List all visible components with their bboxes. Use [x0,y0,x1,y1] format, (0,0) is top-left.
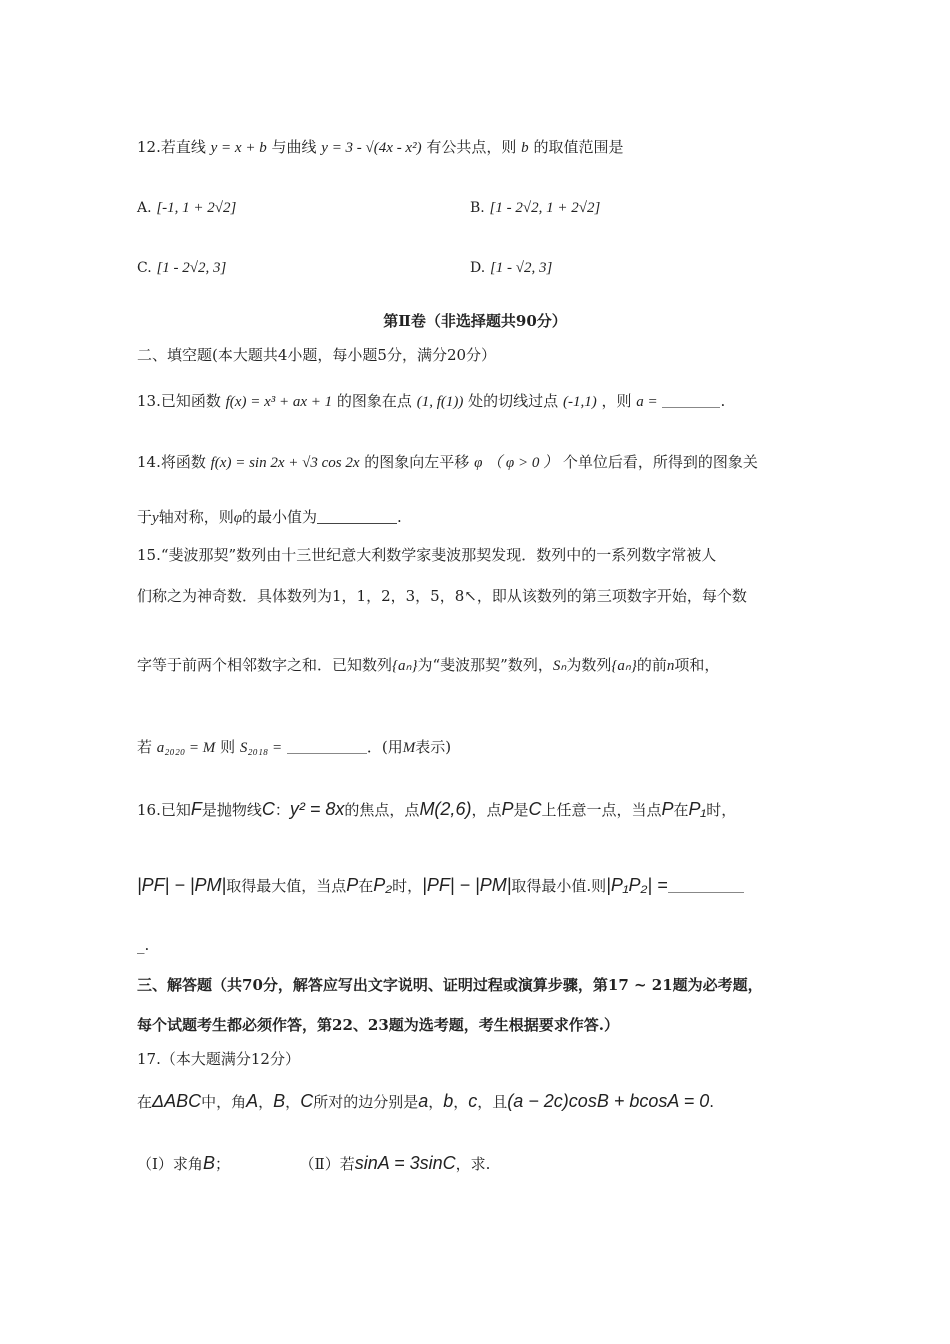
q14-text: 个单位后看，所得到的图象关 [562,453,758,471]
q12-suffix-b: 的取值范围是 [533,138,624,156]
q16-M: M(2,6) [419,799,472,819]
q15-sequence: {aₙ} [392,658,418,674]
q14-line2 [137,508,402,529]
q13-text: 处的切线过点 [468,392,559,410]
q15-n: n [666,658,675,674]
q16-expression: |P₁P₂| = [606,875,668,895]
q15-text: 的前 [636,656,667,674]
answer-blank[interactable] [662,393,720,408]
q16-parabola: y² = 8x [289,799,345,819]
q13-text: 的图象在点 [336,392,412,410]
q16-expression: |PF| − |PM| [137,875,227,895]
q16-line1 [137,798,736,821]
section3-line2: 每个试题考生都必须作答，第22、23题为选考题，考生根据要求作答.） [137,1016,619,1034]
q12-line-equation: y = x + b [210,140,267,156]
q17-triangle: ΔABC [152,1091,202,1111]
q13-end: . [720,392,726,410]
q14-phi: φ [233,510,243,526]
q15-text: 表示) [415,738,452,756]
q17-text: 中，角 [201,1093,247,1111]
q16-text: 时， [392,877,423,895]
answer-blank[interactable] [317,509,397,524]
q17-c: c [468,1091,478,1111]
q13-point2: (-1,1) [562,394,597,410]
q15-sum: Sₙ [552,658,567,674]
q16-text: 取得最大值，当点 [226,877,347,895]
q12-suffix-a: 有公共点，则 [426,138,517,156]
q16-text: ，点 [471,801,502,819]
q12-option-d [470,258,552,279]
q16-F: F [190,799,202,819]
q16-text: 在 [673,801,689,819]
option-value: [-1, 1 + 2√2] [156,200,237,216]
q16-end: _. [137,936,150,954]
q16-text: 取得最小值.则 [511,877,607,895]
q17-text: 在 [137,1093,153,1111]
q17-C: C [300,1091,314,1111]
q12-prefix: 12.若直线 [137,138,206,156]
q17-stem [137,1090,714,1113]
q15-text: 则 [220,738,236,756]
q15-text: 字等于前两个相邻数字之和．已知数列 [137,656,393,674]
q12-curve-equation: y = 3 - √(4x - x²) [321,140,422,156]
q17-part2: （Ⅱ）若 [299,1155,355,1173]
q17-part1-var: B [202,1153,215,1173]
q13-var: a = [636,394,658,410]
option-label: A. [137,200,152,216]
q16-P: P [661,799,674,819]
q14-prefix: 14.将函数 [137,453,206,471]
option-label: B. [470,200,485,216]
option-label: C. [137,260,152,276]
q15-sum-expression: S₂₀₁₈ = [239,740,283,756]
answer-blank[interactable] [287,739,367,754]
q17-title: 17.（本大题满分12分） [137,1050,300,1068]
section3-line1: 三、解答题（共70分，解答应写出文字说明、证明过程或演算步骤，第17 ~ 21题为必考题， [137,976,763,994]
q14-text: 于 [137,508,153,526]
q15-sequence: {aₙ} [611,658,637,674]
option-value: [1 - 2√2, 3] [156,260,227,276]
q17-text: ， [258,1093,274,1111]
q17-parts [137,1152,490,1175]
q17-text: ， [285,1093,301,1111]
q16-C: C [261,799,275,819]
q14-function: f(x) = sin 2x + √3 cos 2x [210,455,360,471]
q16-P2: P₂ [373,875,393,895]
q14-y: y [152,510,159,526]
q17-text: 所对的边分别是 [313,1093,419,1111]
q15-text: 若 [137,738,153,756]
q17-a: a [418,1091,429,1111]
q15-line2: 们称之为神奇数．具体数列为1，1，2，3，5，8↖，即从该数列的第三项数字开始，每个数 [137,587,747,605]
q13-prefix: 13.已知函数 [137,392,221,410]
q14-text: 轴对称，则 [158,508,234,526]
q16-line2 [137,874,744,897]
q17-part2-equation: sinA = 3sinC [354,1153,456,1173]
option-value: [1 - 2√2, 1 + 2√2] [489,200,601,216]
q15-line3 [137,656,719,677]
q13-text: ，则 [601,392,632,410]
q14-line1 [137,453,758,474]
q17-part1: （Ⅰ）求角 [137,1155,203,1173]
q16-text: 的焦点，点 [344,801,420,819]
q15-text: 项和， [674,656,720,674]
q17-B: B [273,1091,286,1111]
q12-stem [137,138,623,159]
q16-P1: P₁ [688,799,707,819]
option-label: D. [470,260,486,276]
section2-heading: 二、填空题(本大题共4小题，每小题5分，满分20分） [137,346,497,364]
q16-C: C [528,799,542,819]
q17-text: ； [214,1155,230,1173]
q15-line4 [137,738,451,759]
q16-P: P [346,875,359,895]
q16-P: P [501,799,514,819]
q14-condition: （ φ > 0 ） [487,455,559,471]
answer-blank[interactable] [668,878,744,893]
q16-text: 是抛物线 [201,801,262,819]
q17-text: ，且 [477,1093,508,1111]
q15-m: M [402,740,416,756]
q16-expression: |PF| − |PM| [422,875,512,895]
part2-title: 第Ⅱ卷（非选择题共90分） [383,312,567,330]
q16-text: 是 [513,801,529,819]
q16-text: 在 [358,877,374,895]
q15-text: 为数列 [566,656,612,674]
q12-var-b: b [521,140,529,156]
q16-text: 上任意一点，当点 [541,801,662,819]
q16-text: 时， [706,801,737,819]
q12-option-b [470,198,600,219]
q17-text: . [709,1093,714,1111]
q15-condition: a₂₀₂₀ = M [156,740,216,756]
q16-text: ： [274,801,290,819]
q17-text: ， [428,1093,444,1111]
q17-equation: (a − 2c)cosB + bcosA = 0 [507,1091,710,1111]
q12-mid-text: 与曲线 [271,138,317,156]
q14-text: 的图象向左平移 [364,453,470,471]
q12-option-a [137,198,236,219]
q17-text: ，求. [455,1155,491,1173]
q13-point: (1, f(1)) [416,394,464,410]
q13-function: f(x) = x³ + ax + 1 [225,394,333,410]
q14-phi: φ [474,455,483,471]
q15-line1: 15.“斐波那契”数列由十三世纪意大利数学家斐波那契发现．数列中的一系列数字常被人 [137,546,717,564]
q12-option-c [137,258,226,279]
q15-text: 为“斐波那契”数列， [417,656,553,674]
q14-text: 的最小值为 [242,508,318,526]
q14-end: . [397,508,402,526]
q17-A: A [246,1091,259,1111]
q17-b: b [443,1091,454,1111]
q13 [137,392,725,413]
q17-text: ， [453,1093,469,1111]
option-value: [1 - √2, 3] [489,260,553,276]
q16-text: 16.已知 [137,801,191,819]
q15-text: ．(用 [366,738,403,756]
